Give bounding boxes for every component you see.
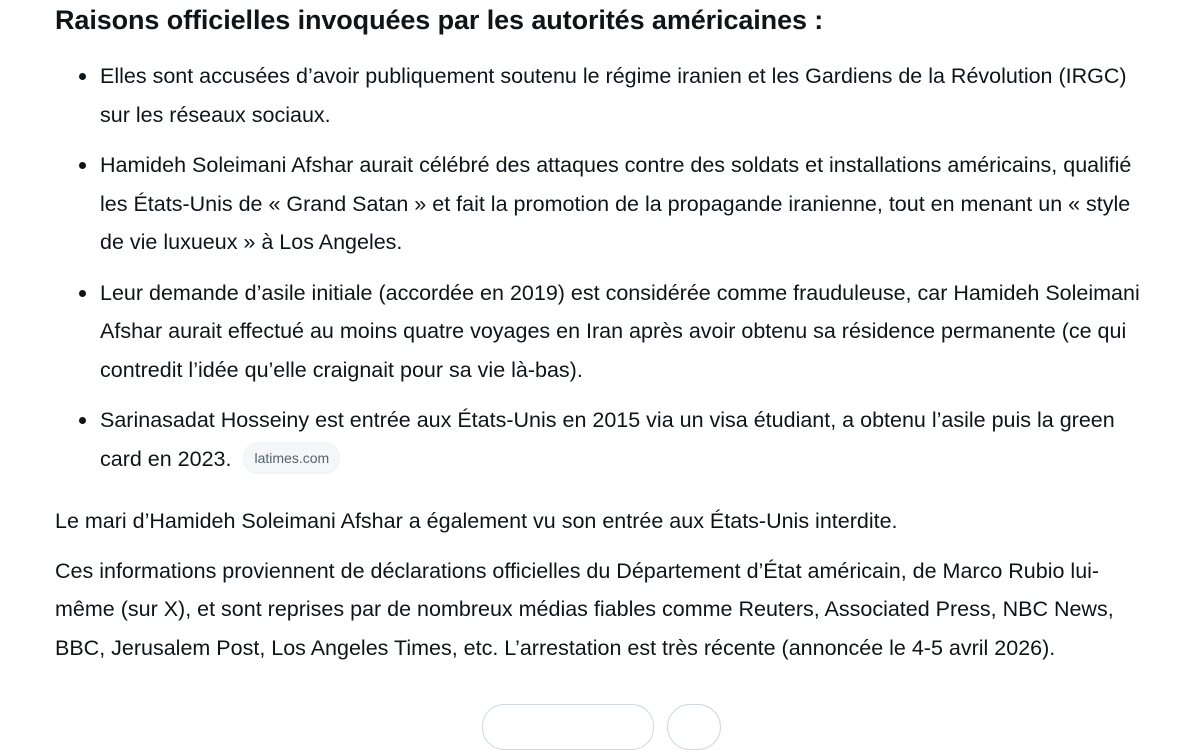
section-heading: Raisons officielles invoquées par les autorités américaines :	[55, 5, 824, 35]
list-item-text: Elles sont accusées d’avoir publiquement soutenu le régime iranien et les Gardiens de la Révolution (IRGC) sur les réseaux sociaux.	[100, 64, 1127, 127]
list-item	[55, 274, 1155, 390]
floating-round-button[interactable]	[667, 704, 721, 750]
paragraph: Ces informations proviennent de déclarations officielles du Département d’État américain, de Marco Rubio lui-même (sur X), et sont reprises par de nombreux médias fiables comme Reuters, Associated Press, NBC News, BBC, Jerusalem Post, Los Angeles Times, etc. L’arrestation est très récente (annoncée le 4-5 avril 2026).	[55, 558, 1114, 660]
list-item-text: Leur demande d’asile initiale (accordée en 2019) est considérée comme frauduleuse, car Hamideh Soleimani Afshar aurait effectué au moins quatre voyages en Iran après avoir obtenu sa résidence permanente (ce qui contredit l’idée qu’elle craignait pour sa vie là-bas).	[100, 280, 1140, 382]
list-item	[55, 146, 1155, 262]
answer-content	[55, 0, 1155, 667]
bullet-dot-icon	[79, 417, 86, 424]
bullet-dot-icon	[79, 162, 86, 169]
list-item	[55, 401, 1155, 478]
paragraph: Le mari d’Hamideh Soleimani Afshar a également vu son entrée aux États-Unis interdite.	[55, 509, 898, 533]
list-item-text: Hamideh Soleimani Afshar aurait célébré des attaques contre des soldats et installations américains, qualifié les États-Unis de « Grand Satan » et fait la promotion de la propagande iranienne, tout en menant un « style de vie luxueux » à Los Angeles.	[100, 153, 1132, 254]
list-item	[55, 57, 1155, 134]
bullet-dot-icon	[79, 73, 86, 80]
floating-action-button[interactable]	[482, 704, 654, 750]
bullet-dot-icon	[79, 290, 86, 297]
reasons-list	[55, 57, 1155, 478]
source-link-chip[interactable]: latimes.com	[243, 442, 340, 474]
list-item-text: Sarinasadat Hosseiny est entrée aux États-Unis en 2015 via un visa étudiant, a obtenu l’asile puis la green card en 2023.	[100, 408, 1115, 471]
